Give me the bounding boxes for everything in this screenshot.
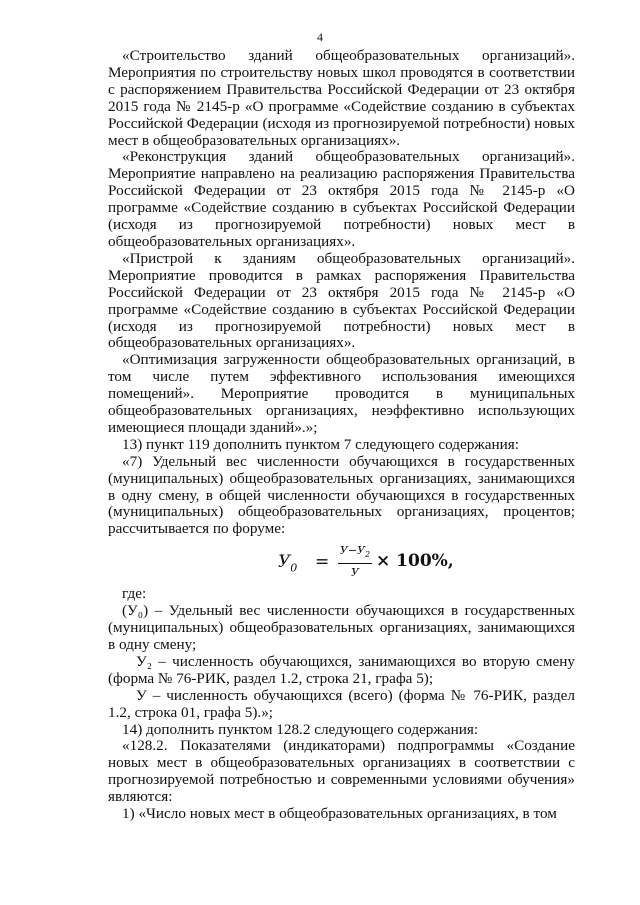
paragraph: «Строительство зданий общеобразовательных организаций». Мероприятия по строительству новых школ проводятся в соответствии с распоряжением Правительства Российской Федерации от 23 октября 2015 года № 2145-р «О программе «Содействие созданию в субъектах Российской Федерации (исходя из прогнозируемой потребности) новых мест в общеобразовательных организациях». bbox=[108, 47, 575, 149]
paragraph: «7) Удельный вес численности обучающихся в государственных (муниципальных) общеобразовательных организациях, занимающихся в одну смену, в общей численности обучающихся в государственных (муниципальных) общеобразовательных организациях, процентов; рассчитывается по форуме: bbox=[108, 452, 575, 538]
paragraph: У – численность обучающихся (всего) (форма № 76-РИК, раздел 1.2, строка 01, графа 5).»; bbox=[108, 686, 575, 721]
paragraph: «Реконструкция зданий общеобразовательных организаций». Мероприятие направлено на реализацию распоряжения Правительства Российской Федерации от 23 октября 2015 года № 2145-р «О программе «Содействие созданию в субъектах Российской Федерации (исходя из прогнозируемой потребности) новых мест в общеобразовательных организациях». bbox=[108, 148, 575, 250]
formula bbox=[108, 544, 575, 580]
formula-lhs: $У_0$ bbox=[278, 552, 298, 575]
paragraph: 14) дополнить пунктом 128.2 следующего содержания: bbox=[122, 720, 479, 738]
paragraph: где: bbox=[122, 585, 147, 603]
page-number: 4 bbox=[317, 30, 323, 44]
paragraph: «128.2. Показателями (индикаторами) подпрограммы «Создание новых мест в общеобразовательных организациях в соответствии с прогнозируемой потребностью и современными условиями обучения» являются: bbox=[108, 737, 575, 806]
formula-fraction bbox=[338, 544, 372, 579]
paragraph: У₂ – численность обучающихся, занимающихся во вторую смену (форма № 76-РИК, раздел 1.2, строка 21, графа 5); bbox=[108, 652, 575, 687]
paragraph: 1) «Число новых мест в общеобразовательных организациях, в том bbox=[122, 805, 557, 823]
document-body bbox=[108, 48, 575, 823]
formula-numerator: $У-У_2$ bbox=[338, 544, 372, 564]
paragraph: «Пристрой к зданиям общеобразовательных организаций». Мероприятие проводится в рамках распоряжения Правительства Российской Федерации от 23 октября 2015 года № 2145-р «О программе «Содействие созданию в субъектах Российской Федерации (исходя из прогнозируемой потребности) новых мест в общеобразовательных организациях». bbox=[108, 249, 575, 352]
paragraph: 13) пункт 119 дополнить пунктом 7 следующего содержания: bbox=[122, 435, 519, 453]
paragraph: «Оптимизация загруженности общеобразовательных организаций, в том числе путем эффективного использования имеющихся помещений». Мероприятие проводится в муниципальных общеобразовательных организациях, неэффективно использующих имеющиеся площади зданий».»; bbox=[108, 351, 575, 436]
formula-equals: = bbox=[315, 552, 330, 573]
formula-denominator: У bbox=[351, 566, 359, 580]
paragraph: (У₀) – Удельный вес численности обучающихся в государственных (муниципальных) общеобразовательных организациях, занимающихся в одну смену; bbox=[108, 602, 575, 653]
formula-multiplier: × 100%, bbox=[376, 551, 454, 572]
